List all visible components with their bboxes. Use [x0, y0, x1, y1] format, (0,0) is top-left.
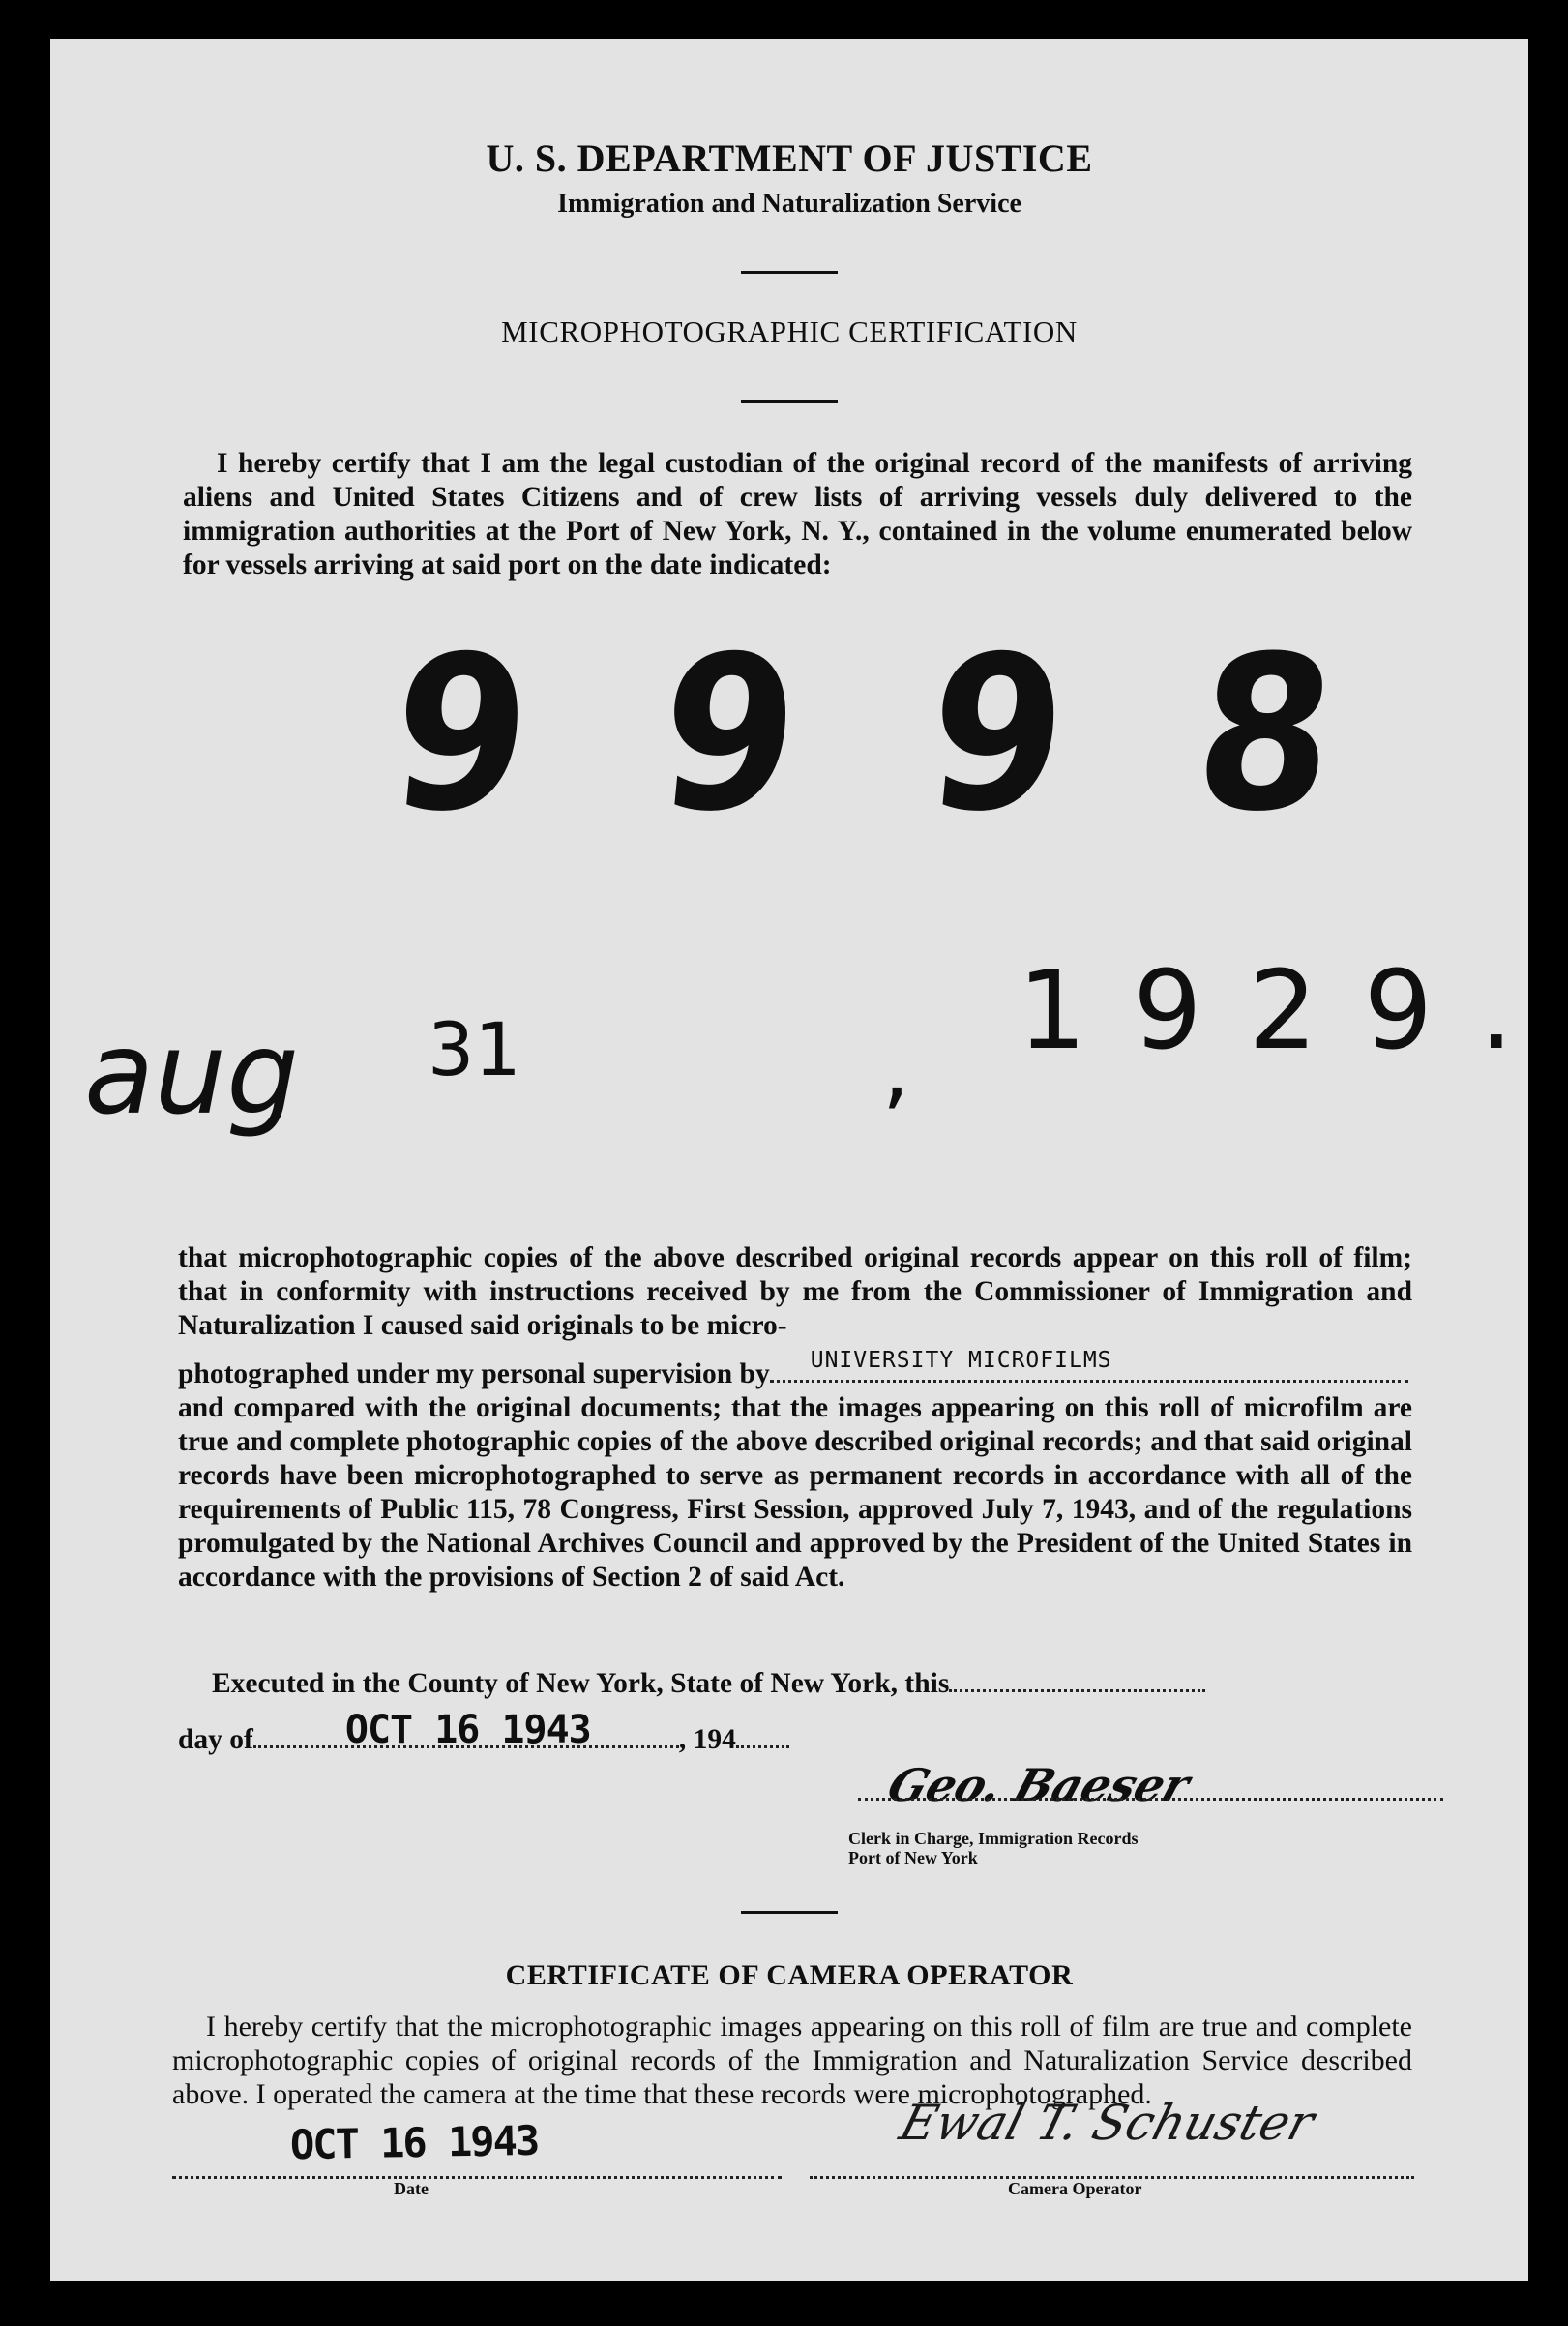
- certification-form: [50, 39, 1560, 2281]
- camera-operator-title: CERTIFICATE OF CAMERA OPERATOR: [505, 1959, 1074, 1991]
- clerk-signature-block: [805, 1759, 1443, 1817]
- clerk-title-line2: Port of New York: [848, 1848, 978, 1867]
- clerk-signature-line: [858, 1796, 1443, 1801]
- day-of-label: day of: [178, 1724, 253, 1755]
- handwritten-day: 31: [428, 1006, 521, 1092]
- year-field: [736, 1722, 789, 1748]
- supervision-text: photographed under my personal supervision by: [178, 1358, 770, 1389]
- certification-intro: I hereby certify that I am the legal custodian of the original record of the manifests of arriving aliens and United States Citizens and of crew lists of arriving vessels duly delivered to the immigration authorities at the Port of New York, N. Y., contained in the volume enumerated below for vessels arriving at said port on the date indicated:: [183, 448, 1412, 581]
- day-of-line: [178, 1708, 789, 1757]
- divider: [741, 271, 838, 274]
- clerk-title-line1: Clerk in Charge, Immigration Records: [848, 1829, 1139, 1848]
- operator-signature: Ewal T. Schuster: [894, 2095, 1320, 2151]
- date-line: [172, 2174, 782, 2179]
- handwritten-year: 1929.: [1018, 948, 1560, 1074]
- certification-body-part2: and compared with the original documents; that the images appearing on this roll of microfilm are true and complete photographic copies of the above described original records; and that said original records have been microphotographed to serve as permanent records in accordance with all of the requirements of Public 115, 78 Congress, First Session, approved July 7, 1943, and of the regulations promulgated by the National Archives Council and approved by the President of the United States in accordance with the provisions of Section 2 of said Act.: [178, 1392, 1412, 1593]
- day-of-field: [253, 1708, 679, 1752]
- executed-day-field: [949, 1666, 1205, 1692]
- divider: [741, 1911, 838, 1914]
- camera-operator-label: Camera Operator: [1008, 2179, 1142, 2198]
- service-subheading: Immigration and Naturalization Service: [557, 189, 1021, 219]
- year-prefix: , 194: [678, 1724, 736, 1755]
- typed-supervisor-name: UNIVERSITY MICROFILMS: [810, 1348, 1112, 1373]
- day-of-date-stamp: OCT 16 1943: [344, 1708, 591, 1752]
- handwritten-volume-number: 9998: [381, 611, 1478, 859]
- operator-date-stamp: OCT 16 1943: [289, 2116, 539, 2169]
- department-heading: U. S. DEPARTMENT OF JUSTICE: [486, 136, 1093, 180]
- camera-operator-text: I hereby certify that the microphotographic images appearing on this roll of film are true and complete microphotographic copies of original records of the Immigration and Naturalization Service described above. I operated the camera at the time that these records were microphotographed.: [172, 2011, 1412, 2110]
- clerk-signature: Geo. Baeser: [881, 1759, 1197, 1811]
- supervision-line: [178, 1348, 1412, 1391]
- executed-line: [178, 1666, 1412, 1701]
- divider: [741, 400, 838, 403]
- executed-text: Executed in the County of New York, State of New York, this: [212, 1668, 950, 1699]
- handwritten-comma: ,: [882, 1018, 910, 1119]
- date-label: Date: [394, 2179, 429, 2198]
- certification-body-part1: that microphotographic copies of the above described original records appear on this roll of film; that in conformity with instructions received by me from the Commissioner of Immigration and Naturalization I caused said originals to be micro-: [178, 1242, 1412, 1341]
- handwritten-month: aug: [84, 1006, 299, 1140]
- supervisor-field: [770, 1348, 1408, 1383]
- form-title: MICROPHOTOGRAPHIC CERTIFICATION: [501, 314, 1078, 348]
